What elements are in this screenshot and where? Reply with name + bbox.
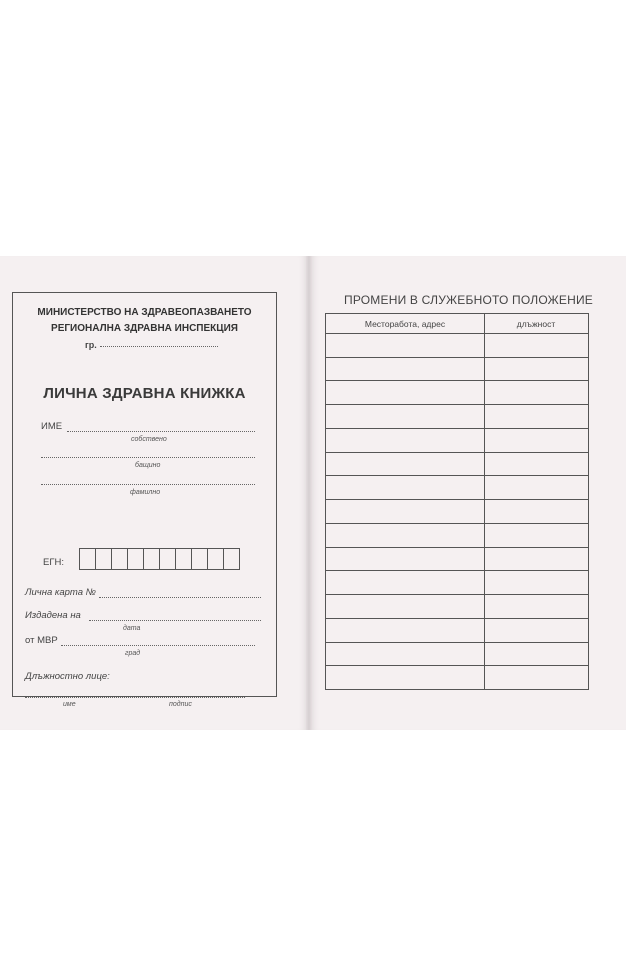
city-line: [85, 340, 218, 350]
first-name-hint: собствено: [131, 436, 167, 443]
issued-on-field[interactable]: [89, 620, 261, 621]
table-row[interactable]: [326, 618, 588, 642]
egn-digit-box[interactable]: [191, 548, 208, 570]
table-row[interactable]: [326, 333, 588, 357]
table-row[interactable]: [326, 452, 588, 476]
column-header-workplace: Месторабота, адрес: [364, 318, 446, 329]
first-name-field[interactable]: [67, 431, 255, 432]
egn-label: ЕГН:: [43, 557, 64, 568]
table-row[interactable]: [326, 499, 588, 523]
issued-on-label: Издадена на: [25, 610, 81, 621]
egn-digit-box[interactable]: [111, 548, 128, 570]
name-label: ИМЕ: [41, 421, 63, 432]
left-page: [0, 256, 306, 730]
table-row[interactable]: [326, 380, 588, 404]
egn-digit-box[interactable]: [95, 548, 112, 570]
table-row[interactable]: [326, 475, 588, 499]
middle-name-hint: бащино: [135, 462, 161, 469]
document-title: ЛИЧНА ЗДРАВНА КНИЖКА: [43, 385, 246, 402]
health-book-cover-frame: [12, 292, 277, 708]
employment-changes-table: [325, 313, 589, 690]
official-name-hint: име: [63, 701, 76, 708]
egn-digit-box[interactable]: [127, 548, 144, 570]
egn-digit-box[interactable]: [207, 548, 224, 570]
table-row[interactable]: [326, 404, 588, 428]
official-field[interactable]: [25, 697, 245, 698]
last-name-field[interactable]: [41, 484, 255, 485]
table-row[interactable]: [326, 642, 588, 666]
date-hint: дата: [123, 625, 141, 632]
id-card-field[interactable]: [99, 597, 261, 598]
table-row[interactable]: [326, 428, 588, 452]
column-header-position: длъжност: [516, 318, 556, 329]
egn-digit-box[interactable]: [223, 548, 240, 570]
inspection-name: РЕГИОНАЛНА ЗДРАВНА ИНСПЕКЦИЯ: [51, 323, 238, 334]
ministry-name: МИНИСТЕРСТВО НА ЗДРАВЕОПАЗВАНЕТО: [37, 307, 252, 318]
table-row[interactable]: [326, 594, 588, 618]
egn-digit-box[interactable]: [159, 548, 176, 570]
egn-digit-box[interactable]: [79, 548, 96, 570]
city-hint: град: [125, 650, 141, 657]
egn-digit-box[interactable]: [143, 548, 160, 570]
from-mvr-field[interactable]: [61, 645, 255, 646]
official-label: Длъжностно лице:: [25, 671, 110, 682]
city-label: гр.: [85, 340, 97, 350]
egn-digit-box[interactable]: [175, 548, 192, 570]
city-field[interactable]: [100, 346, 218, 347]
table-row[interactable]: [326, 357, 588, 381]
table-row[interactable]: [326, 523, 588, 547]
middle-name-field[interactable]: [41, 457, 255, 458]
last-name-hint: фамилно: [130, 489, 161, 496]
table-row[interactable]: [326, 665, 588, 689]
table-row[interactable]: [326, 547, 588, 571]
signature-hint: подпис: [169, 701, 192, 708]
from-mvr-label: от МВР: [25, 635, 58, 646]
egn-field[interactable]: [80, 548, 240, 570]
table-row[interactable]: [326, 570, 588, 594]
changes-title: ПРОМЕНИ В СЛУЖЕБНОТО ПОЛОЖЕНИЕ: [344, 293, 593, 307]
id-card-label: Лична карта №: [25, 587, 96, 598]
right-page: [312, 256, 626, 730]
